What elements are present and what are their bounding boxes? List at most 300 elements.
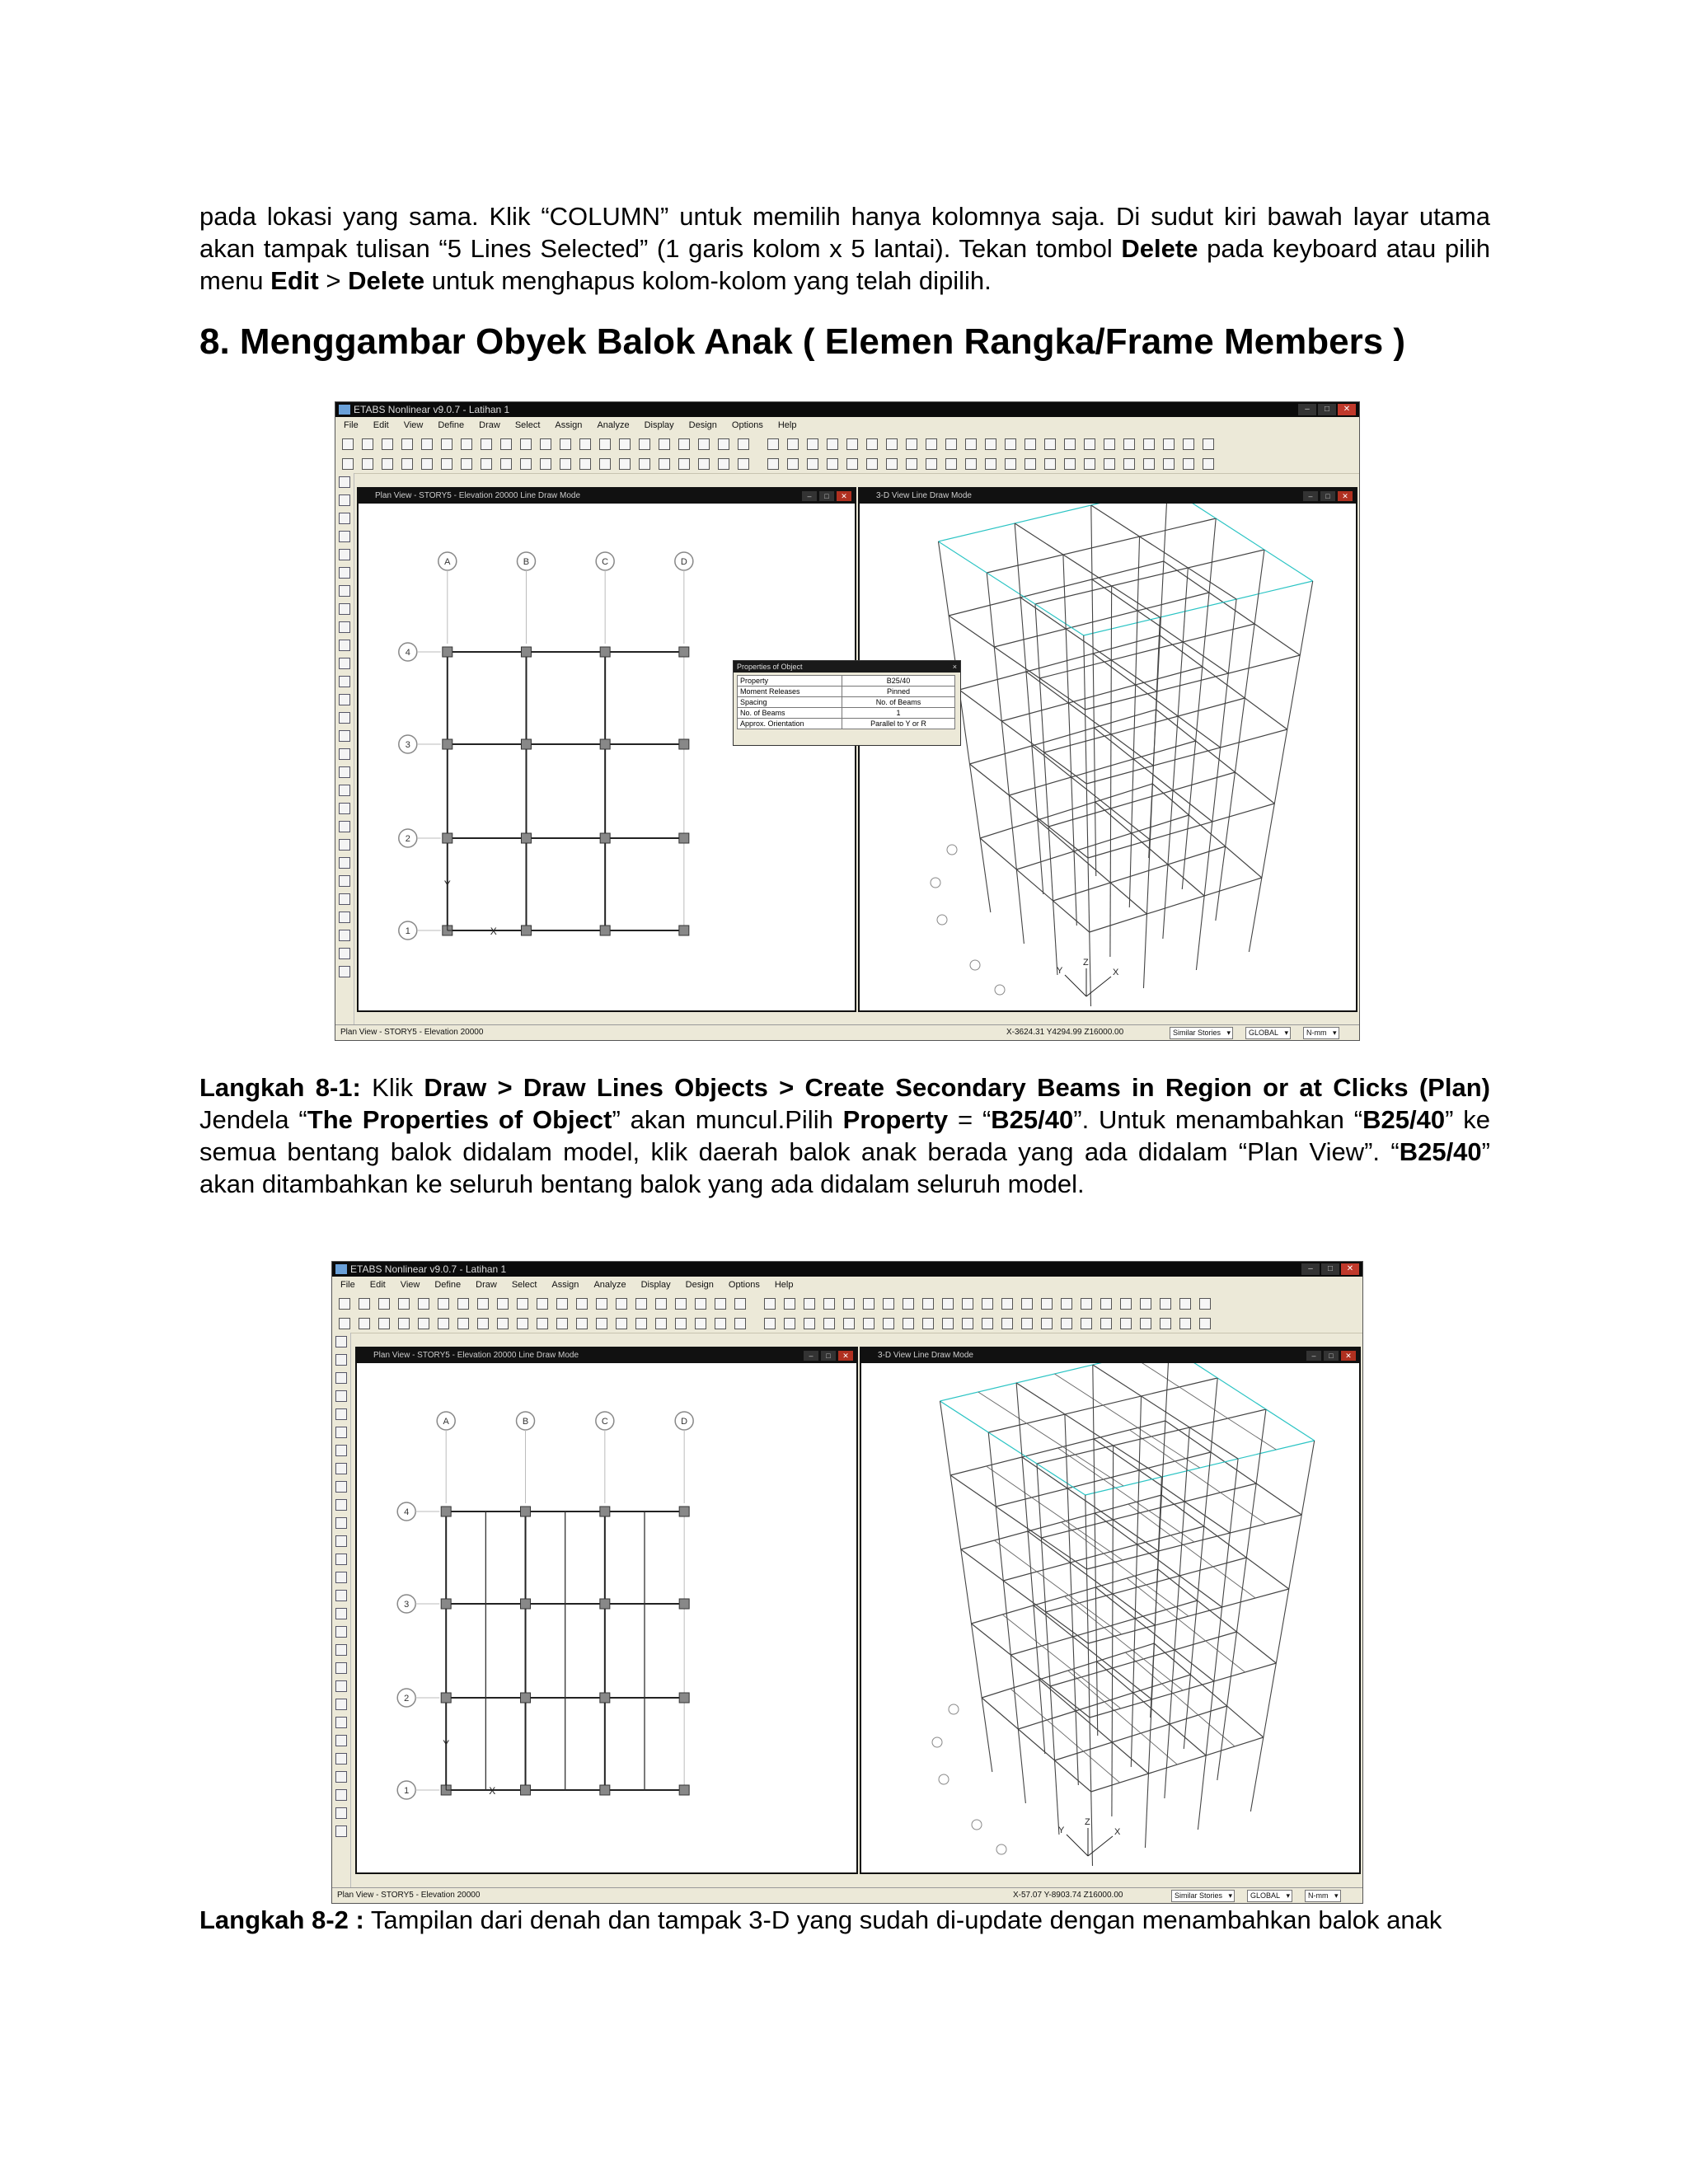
draw-tool-icon[interactable] xyxy=(335,1572,347,1583)
draw-tool-icon[interactable] xyxy=(339,785,350,796)
draw-tool-icon[interactable] xyxy=(339,585,350,597)
toolbar-icon[interactable] xyxy=(639,458,650,470)
draw-tool-icon[interactable] xyxy=(339,803,350,814)
toolbar-icon[interactable] xyxy=(883,1318,894,1329)
toolbar-icon[interactable] xyxy=(497,1298,509,1310)
toolbar-icon[interactable] xyxy=(695,1318,706,1329)
toolbar-icon[interactable] xyxy=(886,438,898,450)
toolbar-icon[interactable] xyxy=(965,438,977,450)
draw-tool-icon[interactable] xyxy=(339,603,350,615)
toolbar-icon[interactable] xyxy=(1104,458,1115,470)
toolbar-icon[interactable] xyxy=(382,458,393,470)
toolbar-icon[interactable] xyxy=(438,1298,449,1310)
toolbar-icon[interactable] xyxy=(1021,1318,1033,1329)
toolbar-icon[interactable] xyxy=(738,438,749,450)
pane-maximize-button[interactable]: □ xyxy=(1324,1351,1339,1361)
toolbar-icon[interactable] xyxy=(866,438,878,450)
toolbar-icon[interactable] xyxy=(500,458,512,470)
toolbar-icon[interactable] xyxy=(982,1318,993,1329)
toolbar-icon[interactable] xyxy=(823,1318,835,1329)
toolbar-icon[interactable] xyxy=(695,1298,706,1310)
toolbar-icon[interactable] xyxy=(441,438,452,450)
toolbar-icon[interactable] xyxy=(678,458,690,470)
toolbar-icon[interactable] xyxy=(827,438,838,450)
toolbar-icon[interactable] xyxy=(599,438,611,450)
draw-tool-icon[interactable] xyxy=(335,1535,347,1547)
toolbar-icon[interactable] xyxy=(843,1298,855,1310)
toolbar-icon[interactable] xyxy=(438,1318,449,1329)
toolbar-icon[interactable] xyxy=(560,438,571,450)
draw-tool-icon[interactable] xyxy=(335,1789,347,1801)
toolbar-icon[interactable] xyxy=(698,458,710,470)
draw-tool-icon[interactable] xyxy=(335,1372,347,1384)
toolbar-icon[interactable] xyxy=(556,1318,568,1329)
toolbar-icon[interactable] xyxy=(926,458,937,470)
draw-tool-icon[interactable] xyxy=(335,1662,347,1674)
draw-tool-icon[interactable] xyxy=(339,875,350,887)
draw-tool-icon[interactable] xyxy=(335,1408,347,1420)
plan-view-pane[interactable] xyxy=(357,487,856,1012)
draw-tool-icon[interactable] xyxy=(335,1717,347,1728)
toolbar-icon[interactable] xyxy=(807,438,818,450)
draw-tool-icon[interactable] xyxy=(335,1445,347,1456)
toolbar-icon[interactable] xyxy=(635,1298,647,1310)
toolbar-icon[interactable] xyxy=(784,1318,795,1329)
toolbar-icon[interactable] xyxy=(1021,1298,1033,1310)
property-value[interactable]: 1 xyxy=(842,708,955,719)
toolbar-icon[interactable] xyxy=(942,1318,954,1329)
toolbar-icon[interactable] xyxy=(659,438,670,450)
toolbar-icon[interactable] xyxy=(1163,458,1175,470)
draw-tool-icon[interactable] xyxy=(339,730,350,742)
toolbar-icon[interactable] xyxy=(922,1298,934,1310)
maximize-button[interactable]: □ xyxy=(1318,404,1336,415)
toolbar-icon[interactable] xyxy=(398,1318,410,1329)
toolbar-icon[interactable] xyxy=(945,438,957,450)
intro-line-2: utama akan tampak tulisan “5 Lines Selected” (1 garis kolom x 5 lantai). Tekan tombol xyxy=(199,202,1490,263)
toolbar-icon[interactable] xyxy=(1140,1298,1151,1310)
3d-view-pane[interactable] xyxy=(860,1347,1361,1874)
toolbar-icon[interactable] xyxy=(922,1318,934,1329)
maximize-button[interactable]: □ xyxy=(1321,1263,1339,1275)
toolbar-icon[interactable] xyxy=(866,458,878,470)
toolbar-icon[interactable] xyxy=(906,458,917,470)
3d-view-pane[interactable] xyxy=(858,487,1357,1012)
toolbar-icon[interactable] xyxy=(421,438,433,450)
toolbar-icon[interactable] xyxy=(616,1298,627,1310)
toolbar-icon[interactable] xyxy=(1100,1318,1112,1329)
toolbar-icon[interactable] xyxy=(1081,1298,1092,1310)
toolbar-icon[interactable] xyxy=(500,438,512,450)
toolbar-icon[interactable] xyxy=(787,438,799,450)
toolbar-icon[interactable] xyxy=(382,438,393,450)
toolbar-icon[interactable] xyxy=(1061,1318,1072,1329)
draw-tool-icon[interactable] xyxy=(339,912,350,923)
toolbar-icon[interactable] xyxy=(1203,458,1214,470)
toolbar-icon[interactable] xyxy=(655,1318,667,1329)
draw-tool-icon[interactable] xyxy=(335,1517,347,1529)
toolbar-icon[interactable] xyxy=(497,1318,509,1329)
toolbar-icon[interactable] xyxy=(659,458,670,470)
toolbar-icon[interactable] xyxy=(1005,438,1016,450)
menu-item-assign[interactable]: Assign xyxy=(555,420,583,430)
draw-tool-icon[interactable] xyxy=(335,1608,347,1619)
units-select[interactable]: N-mm ▾ xyxy=(1305,1890,1341,1902)
toolbar-icon[interactable] xyxy=(827,458,838,470)
toolbar-icon[interactable] xyxy=(926,438,937,450)
toolbar-icon[interactable] xyxy=(985,438,996,450)
draw-tool-icon[interactable] xyxy=(339,658,350,669)
toolbar-icon[interactable] xyxy=(804,1298,815,1310)
toolbar-icon[interactable] xyxy=(1183,438,1194,450)
toolbar-icon[interactable] xyxy=(1061,1298,1072,1310)
plan-view-pane[interactable] xyxy=(355,1347,858,1874)
toolbar-icon[interactable] xyxy=(537,1318,548,1329)
toolbar-icon[interactable] xyxy=(1160,1298,1171,1310)
pane-close-button[interactable]: ✕ xyxy=(1341,1351,1356,1361)
toolbar-icon[interactable] xyxy=(962,1318,973,1329)
menu-item-display[interactable]: Display xyxy=(644,420,674,430)
toolbar-icon[interactable] xyxy=(1160,1318,1171,1329)
toolbar-icon[interactable] xyxy=(457,1298,469,1310)
close-button[interactable]: ✕ xyxy=(1341,1263,1359,1275)
toolbar-icon[interactable] xyxy=(1123,438,1135,450)
draw-tool-icon[interactable] xyxy=(335,1699,347,1710)
draw-tool-icon[interactable] xyxy=(339,966,350,977)
secondary-beam xyxy=(978,1392,1123,1486)
toolbar-icon[interactable] xyxy=(1005,458,1016,470)
toolbar-icon[interactable] xyxy=(698,438,710,450)
toolbar-icon[interactable] xyxy=(1084,438,1095,450)
toolbar-icon[interactable] xyxy=(804,1318,815,1329)
toolbar-icon[interactable] xyxy=(1163,438,1175,450)
toolbar-icon[interactable] xyxy=(1100,1298,1112,1310)
toolbar-icon[interactable] xyxy=(1064,458,1076,470)
menu-item-file[interactable]: File xyxy=(344,420,359,430)
toolbar-icon[interactable] xyxy=(1199,1298,1211,1310)
menu-item-design[interactable]: Design xyxy=(685,1280,714,1290)
menu-item-options[interactable]: Options xyxy=(731,420,763,430)
toolbar-icon[interactable] xyxy=(1140,1318,1151,1329)
pane-maximize-button[interactable]: □ xyxy=(819,491,834,501)
toolbar-icon[interactable] xyxy=(675,1298,687,1310)
toolbar-icon[interactable] xyxy=(599,458,611,470)
toolbar-icon[interactable] xyxy=(362,458,373,470)
toolbar-icon[interactable] xyxy=(1001,1318,1013,1329)
toolbar-icon[interactable] xyxy=(481,458,492,470)
toolbar-icon[interactable] xyxy=(846,438,858,450)
draw-tool-icon[interactable] xyxy=(339,821,350,832)
menu-item-define[interactable]: Define xyxy=(438,420,465,430)
toolbar-icon[interactable] xyxy=(715,1318,726,1329)
toolbar-icon[interactable] xyxy=(1084,458,1095,470)
toolbar-icon[interactable] xyxy=(886,458,898,470)
property-value[interactable]: B25/40 xyxy=(842,676,955,687)
draw-tool-icon[interactable] xyxy=(339,567,350,579)
pane-minimize-button[interactable]: – xyxy=(804,1351,818,1361)
toolbar-icon[interactable] xyxy=(576,1318,588,1329)
menu-item-design[interactable]: Design xyxy=(688,420,717,430)
draw-tool-icon[interactable] xyxy=(339,930,350,941)
toolbar-icon[interactable] xyxy=(1041,1298,1053,1310)
toolbar-icon[interactable] xyxy=(764,1298,776,1310)
draw-tool-icon[interactable] xyxy=(339,531,350,542)
toolbar-icon[interactable] xyxy=(1044,458,1056,470)
menu-item-draw[interactable]: Draw xyxy=(479,420,500,430)
toolbar-icon[interactable] xyxy=(863,1318,874,1329)
draw-tool-icon[interactable] xyxy=(339,494,350,506)
secondary-beam xyxy=(1128,1504,1255,1598)
toolbar-icon[interactable] xyxy=(1120,1318,1132,1329)
menu-item-analyze[interactable]: Analyze xyxy=(597,420,630,430)
toolbar-icon[interactable] xyxy=(767,438,779,450)
intro-line-2-end: pada xyxy=(1207,234,1264,263)
toolbar-icon[interactable] xyxy=(441,458,452,470)
toolbar-icon[interactable] xyxy=(945,458,957,470)
draw-tool-icon[interactable] xyxy=(335,1590,347,1601)
menu-item-define[interactable]: Define xyxy=(434,1280,462,1290)
properties-of-object-dialog[interactable] xyxy=(733,660,961,746)
toolbar-icon[interactable] xyxy=(619,438,631,450)
toolbar-icon[interactable] xyxy=(675,1318,687,1329)
toolbar-icon[interactable] xyxy=(418,1298,429,1310)
toolbar-icon[interactable] xyxy=(718,458,729,470)
toolbar-icon[interactable] xyxy=(540,458,551,470)
toolbar-icon[interactable] xyxy=(962,1298,973,1310)
menu-item-options[interactable]: Options xyxy=(728,1280,760,1290)
toolbar-icon[interactable] xyxy=(678,438,690,450)
draw-tool-icon[interactable] xyxy=(335,1753,347,1765)
toolbar-icon[interactable] xyxy=(807,458,818,470)
draw-tool-icon[interactable] xyxy=(339,513,350,524)
menu-item-file[interactable]: File xyxy=(340,1280,355,1290)
property-value[interactable]: Parallel to Y or R xyxy=(842,719,955,729)
menu-item-help[interactable]: Help xyxy=(774,1280,794,1290)
secondary-beam xyxy=(1127,1578,1245,1672)
draw-tool-icon[interactable] xyxy=(339,694,350,705)
menu-item-view[interactable]: View xyxy=(400,1280,420,1290)
menu-item-analyze[interactable]: Analyze xyxy=(593,1280,626,1290)
pane-minimize-button[interactable]: – xyxy=(1303,491,1318,501)
pane-maximize-button[interactable]: □ xyxy=(1320,491,1335,501)
draw-tool-icon[interactable] xyxy=(335,1390,347,1402)
toolbar-icon[interactable] xyxy=(481,438,492,450)
draw-tool-icon[interactable] xyxy=(335,1481,347,1493)
draw-tool-icon[interactable] xyxy=(339,766,350,778)
draw-tool-icon[interactable] xyxy=(339,476,350,488)
toolbar-icon[interactable] xyxy=(1104,438,1115,450)
toolbar-icon[interactable] xyxy=(418,1318,429,1329)
toolbar-icon[interactable] xyxy=(738,458,749,470)
toolbar-icon[interactable] xyxy=(401,458,413,470)
pane-close-button[interactable]: ✕ xyxy=(1338,491,1353,501)
property-value[interactable]: Pinned xyxy=(842,687,955,697)
draw-tool-icon[interactable] xyxy=(339,748,350,760)
toolbar-icon[interactable] xyxy=(457,1318,469,1329)
toolbar-icon[interactable] xyxy=(764,1318,776,1329)
frame-column xyxy=(1085,1495,1093,1866)
toolbar-icon[interactable] xyxy=(401,438,413,450)
draw-tool-icon[interactable] xyxy=(335,1644,347,1656)
toolbar-icon[interactable] xyxy=(540,438,551,450)
toolbar-icon[interactable] xyxy=(362,438,373,450)
toolbar-icon[interactable] xyxy=(1041,1318,1053,1329)
draw-tool-icon[interactable] xyxy=(339,948,350,959)
draw-tool-icon[interactable] xyxy=(339,676,350,687)
toolbar-icon[interactable] xyxy=(1143,438,1155,450)
draw-tool-icon[interactable] xyxy=(335,1735,347,1746)
menu-item-draw[interactable]: Draw xyxy=(476,1280,497,1290)
toolbar-icon[interactable] xyxy=(421,458,433,470)
draw-tool-icon[interactable] xyxy=(339,621,350,633)
toolbar-icon[interactable] xyxy=(784,1298,795,1310)
draw-tool-icon[interactable] xyxy=(335,1499,347,1511)
menu-item-display[interactable]: Display xyxy=(640,1280,671,1290)
toolbar-icon[interactable] xyxy=(1199,1318,1211,1329)
draw-tool-icon[interactable] xyxy=(335,1427,347,1438)
similar-stories-select[interactable]: Similar Stories ▾ xyxy=(1170,1027,1233,1039)
draw-tool-icon[interactable] xyxy=(339,839,350,851)
toolbar-icon[interactable] xyxy=(655,1298,667,1310)
menu-item-select[interactable]: Select xyxy=(514,420,541,430)
menu-item-view[interactable]: View xyxy=(403,420,424,430)
toolbar-icon[interactable] xyxy=(342,458,354,470)
menu-item-help[interactable]: Help xyxy=(777,420,797,430)
toolbar-icon[interactable] xyxy=(1025,438,1036,450)
toolbar-icon[interactable] xyxy=(359,1318,370,1329)
toolbar-icon[interactable] xyxy=(942,1298,954,1310)
toolbar-icon[interactable] xyxy=(1120,1298,1132,1310)
toolbar-icon[interactable] xyxy=(619,458,631,470)
toolbar-icon[interactable] xyxy=(1183,458,1194,470)
pane-minimize-button[interactable]: – xyxy=(802,491,817,501)
toolbar-icon[interactable] xyxy=(1143,458,1155,470)
toolbar-icon[interactable] xyxy=(1001,1298,1013,1310)
draw-tool-icon[interactable] xyxy=(335,1463,347,1474)
toolbar-icon[interactable] xyxy=(846,458,858,470)
toolbar-icon[interactable] xyxy=(718,438,729,450)
toolbar-icon[interactable] xyxy=(715,1298,726,1310)
similar-stories-select[interactable]: Similar Stories ▾ xyxy=(1171,1890,1235,1902)
toolbar-icon[interactable] xyxy=(1179,1318,1191,1329)
toolbar-icon[interactable] xyxy=(520,458,532,470)
toolbar-icon[interactable] xyxy=(477,1318,489,1329)
units-select[interactable]: N-mm ▾ xyxy=(1303,1027,1339,1039)
toolbar-icon[interactable] xyxy=(517,1298,528,1310)
toolbar-icon[interactable] xyxy=(1203,438,1214,450)
minimize-button[interactable]: – xyxy=(1301,1263,1320,1275)
toolbar-icon[interactable] xyxy=(903,1318,914,1329)
draw-tool-icon[interactable] xyxy=(335,1554,347,1565)
menu-item-select[interactable]: Select xyxy=(511,1280,537,1290)
toolbar-icon[interactable] xyxy=(517,1318,528,1329)
draw-tool-icon[interactable] xyxy=(339,857,350,869)
toolbar-icon[interactable] xyxy=(734,1318,746,1329)
toolbar-icon[interactable] xyxy=(537,1298,548,1310)
coordinate-system-select[interactable]: GLOBAL ▾ xyxy=(1245,1027,1291,1039)
properties-row xyxy=(738,719,955,729)
toolbar-icon[interactable] xyxy=(339,1318,350,1329)
pane-close-button[interactable]: ✕ xyxy=(837,491,851,501)
toolbar-icon[interactable] xyxy=(359,1298,370,1310)
toolbar-icon[interactable] xyxy=(1123,458,1135,470)
toolbar-icon[interactable] xyxy=(520,438,532,450)
draw-tool-icon[interactable] xyxy=(335,1626,347,1638)
toolbar-icon[interactable] xyxy=(616,1318,627,1329)
toolbar-icon[interactable] xyxy=(906,438,917,450)
draw-tool-icon[interactable] xyxy=(335,1336,347,1347)
toolbar-icon[interactable] xyxy=(461,458,472,470)
toolbar-icon[interactable] xyxy=(560,458,571,470)
toolbar-icon[interactable] xyxy=(823,1298,835,1310)
draw-tool-icon[interactable] xyxy=(335,1825,347,1837)
left-toolbar xyxy=(335,473,354,1025)
coordinate-system-select[interactable]: GLOBAL ▾ xyxy=(1247,1890,1292,1902)
toolbar-icon[interactable] xyxy=(767,458,779,470)
toolbar-icon[interactable] xyxy=(985,458,996,470)
toolbar-icon[interactable] xyxy=(596,1318,607,1329)
toolbar-icon[interactable] xyxy=(787,458,799,470)
toolbar-icon[interactable] xyxy=(579,458,591,470)
minimize-button[interactable]: – xyxy=(1298,404,1316,415)
close-button[interactable]: ✕ xyxy=(1338,404,1356,415)
toolbar-icon[interactable] xyxy=(339,1298,350,1310)
toolbar-icon[interactable] xyxy=(596,1298,607,1310)
toolbar-icon[interactable] xyxy=(734,1298,746,1310)
draw-tool-icon[interactable] xyxy=(339,640,350,651)
pane-close-button[interactable]: ✕ xyxy=(838,1351,853,1361)
toolbar-icon[interactable] xyxy=(378,1318,390,1329)
menu-item-assign[interactable]: Assign xyxy=(551,1280,579,1290)
toolbar-icon[interactable] xyxy=(863,1298,874,1310)
toolbar-icon[interactable] xyxy=(1044,438,1056,450)
toolbar-icon[interactable] xyxy=(461,438,472,450)
toolbar-icon[interactable] xyxy=(398,1298,410,1310)
pane-maximize-button[interactable]: □ xyxy=(821,1351,836,1361)
toolbar-icon[interactable] xyxy=(903,1298,914,1310)
toolbar-icon[interactable] xyxy=(1179,1298,1191,1310)
draw-tool-icon[interactable] xyxy=(339,712,350,724)
frame-beam xyxy=(980,838,1090,932)
pane-minimize-button[interactable]: – xyxy=(1306,1351,1321,1361)
toolbar-icon[interactable] xyxy=(477,1298,489,1310)
draw-tool-icon[interactable] xyxy=(335,1807,347,1819)
draw-tool-icon[interactable] xyxy=(339,893,350,905)
toolbar-icon[interactable] xyxy=(1064,438,1076,450)
toolbar-icon[interactable] xyxy=(883,1298,894,1310)
toolbar-icon[interactable] xyxy=(639,438,650,450)
draw-tool-icon[interactable] xyxy=(339,549,350,560)
toolbar-icon[interactable] xyxy=(965,458,977,470)
toolbar-icon[interactable] xyxy=(342,438,354,450)
toolbar-icon[interactable] xyxy=(982,1298,993,1310)
toolbar-icon[interactable] xyxy=(579,438,591,450)
toolbar-icon[interactable] xyxy=(556,1298,568,1310)
toolbar-icon[interactable] xyxy=(1025,458,1036,470)
menu-item-edit[interactable]: Edit xyxy=(369,1280,386,1290)
toolbar-icon[interactable] xyxy=(378,1298,390,1310)
draw-tool-icon[interactable] xyxy=(335,1771,347,1783)
toolbar-icon[interactable] xyxy=(1081,1318,1092,1329)
draw-tool-icon[interactable] xyxy=(335,1354,347,1366)
property-value[interactable]: No. of Beams xyxy=(842,697,955,708)
dialog-close-icon[interactable]: × xyxy=(952,663,957,671)
toolbar-icon[interactable] xyxy=(635,1318,647,1329)
toolbar-icon[interactable] xyxy=(843,1318,855,1329)
toolbar-icon[interactable] xyxy=(576,1298,588,1310)
menu-item-edit[interactable]: Edit xyxy=(373,420,389,430)
draw-tool-icon[interactable] xyxy=(335,1680,347,1692)
